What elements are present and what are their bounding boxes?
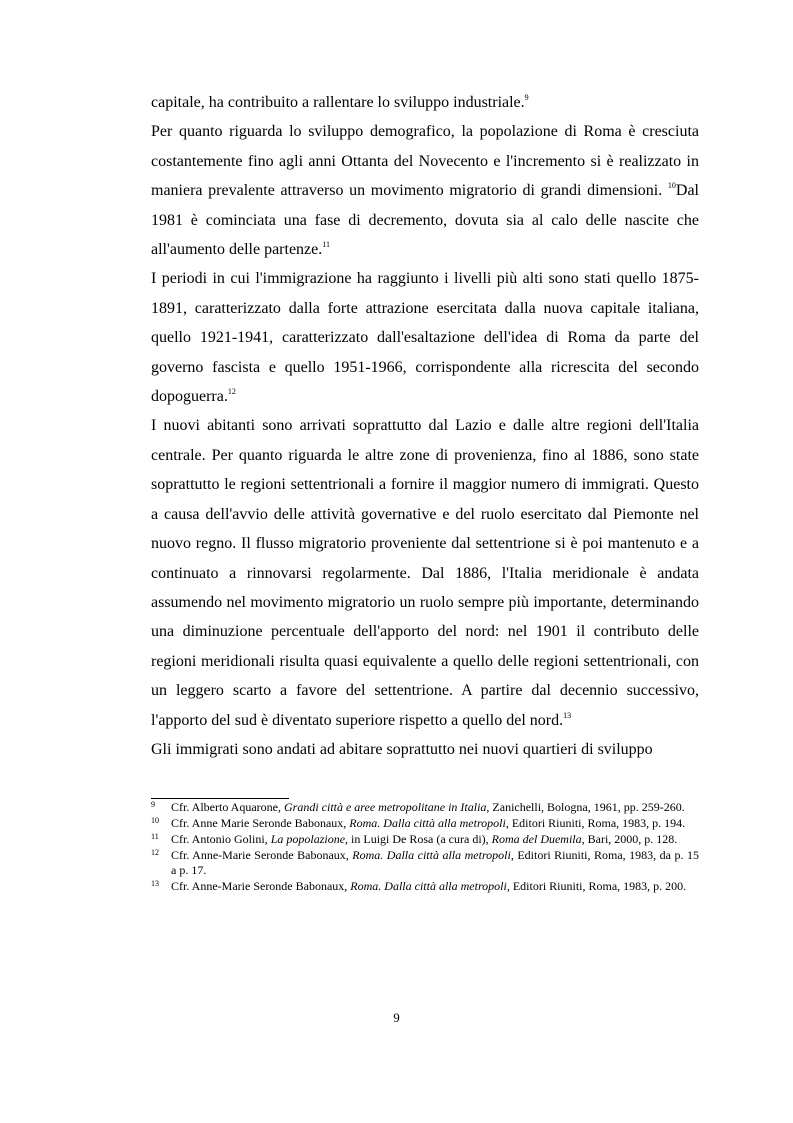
footnote-text: Cfr. Anne Marie Seronde Babonaux, <box>171 816 350 831</box>
body-text <box>151 88 699 764</box>
paragraph <box>151 735 699 764</box>
footnote-divider <box>151 798 289 799</box>
footnote-ref: 12 <box>227 387 236 397</box>
footnote-text: , Editori Riuniti, Roma, 1983, p. 194. <box>505 816 686 831</box>
footnote-text: Cfr. Anne-Marie Seronde Babonaux, <box>171 879 351 894</box>
footnote-text: , Editori Riuniti, Roma, 1983, da p. 15 a p. 17. <box>171 848 699 878</box>
paragraph-text: capitale, ha contribuito a rallentare lo sviluppo industriale. <box>151 94 525 111</box>
paragraph-text: I periodi in cui l'immigrazione ha raggiunto i livelli più alti sono stati quello 1875-1891, caratterizzato dalla forte attrazione esercitata dalla nuova capitale italiana, quello 1921-1941, caratterizzato dall'esaltazione dell'idea di Roma da parte del governo fascista e quello 1951-1966, corrispondente alla ricrescita del secondo dopoguerra. <box>151 270 699 406</box>
footnote <box>151 879 699 894</box>
page-number: 9 <box>393 1010 400 1025</box>
footnote <box>151 816 699 831</box>
paragraph <box>151 411 699 734</box>
footnote-ref: 11 <box>322 240 330 250</box>
paragraph <box>151 264 699 411</box>
footnote-title: Roma. Dalla città alla metropoli <box>352 848 511 863</box>
footnote-ref: 13 <box>563 710 572 720</box>
footnote-ref: 9 <box>524 93 529 102</box>
footnotes <box>151 800 699 896</box>
footnote-text: , Zanichelli, Bologna, 1961, pp. 259-260. <box>486 800 685 814</box>
paragraph-text: I nuovi abitanti sono arrivati soprattutto dal Lazio e dalle altre regioni dell'Italia centrale. Per quanto riguarda le altre zone di provenienza, fino al 1886, sono state soprattutto le regioni settentrionali a fornire il maggior numero di immigrati. Questo a causa dell'avvio delle attività governative e del ruolo esercitato dal Piemonte nel nuovo regno. Il flusso migratorio proveniente dal settentrione si è poi mantenuto e a continuato a rinnovarsi regolarmente. Dal 1886, l'Italia meridionale è andata assumendo nel movimento migratorio un ruolo sempre più importante, determinando una diminuzione percentuale dell'apporto del nord: nel 1901 il contributo delle regioni meridionali risulta quasi equivalente a quello delle regioni settentrionali, con un leggero scarto a favore del settentrione. A partire dal decennio successivo, l'apporto del sud è diventato superiore rispetto a quello del nord. <box>151 417 699 729</box>
footnote-ref: 10 <box>667 181 676 191</box>
footnote-title: Grandi città e aree metropolitane in Italia <box>283 800 487 814</box>
footnote-number: 12 <box>151 848 159 858</box>
footnote-number: 9 <box>151 800 155 809</box>
paragraph <box>151 117 699 264</box>
paragraph-text: Gli immigrati sono andati ad abitare soprattutto nei nuovi quartieri di sviluppo <box>151 740 653 758</box>
footnote-text: , Editori Riuniti, Roma, 1983, p. 200. <box>506 879 687 894</box>
footnote-text: , Bari, 2000, p. 128. <box>581 832 678 847</box>
footnote-title: Roma. Dalla città alla metropoli <box>349 816 506 831</box>
footnote <box>151 800 699 815</box>
footnote-text: in Luigi De Rosa (a cura di), <box>348 832 492 847</box>
footnote-number: 11 <box>151 832 159 842</box>
footnote-text: Cfr. Alberto Aquarone, <box>171 800 284 814</box>
footnote-text: Cfr. Anne-Marie Seronde Babonaux, <box>171 848 353 863</box>
footnote <box>151 832 699 847</box>
footnote-number: 10 <box>151 816 159 826</box>
footnote-title: Roma del Duemila <box>491 832 582 847</box>
footnote-text: Cfr. Antonio Golini, <box>171 832 271 847</box>
paragraph-text: Per quanto riguarda lo sviluppo demografico, la popolazione di Roma è cresciuta costantemente fino agli anni Ottanta del Novecento e l'incremento si è realizzato in maniera prevalente attraverso un movimento migratorio di grandi dimensioni. <box>151 123 699 200</box>
footnote-number: 13 <box>151 879 159 889</box>
paragraph <box>151 88 699 117</box>
paragraph-text: Dal 1981 è cominciata una fase di decremento, dovuta sia al calo delle nascite che all'aumento delle partenze. <box>151 182 699 259</box>
footnote-title: Roma. Dalla città alla metropoli <box>350 879 507 894</box>
footnote <box>151 848 699 878</box>
footnote-title: La popolazione, <box>270 832 349 847</box>
